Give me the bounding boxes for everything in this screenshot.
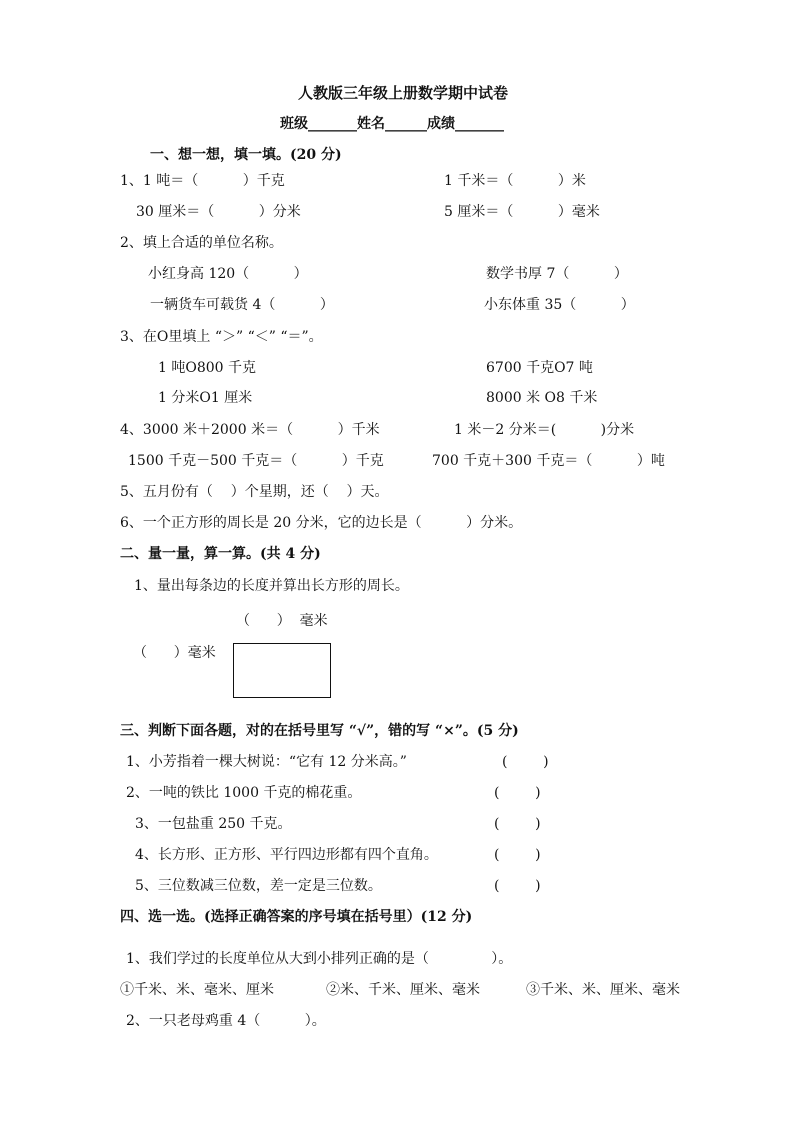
section-2-heading: 二、量一量，算一算。(共 4 分) [120,546,321,562]
question-1b: 1 千米＝（ ）米 [444,173,586,189]
judge-item-4: 4、长方形、正方形、平行四边形都有四个直角。 [135,847,438,863]
question-5: 5、五月份有（ ）个星期，还（ ）天。 [120,484,389,500]
judge-item-1-blank: ( ) [502,754,549,770]
judge-item-3-blank: ( ) [494,816,541,832]
section-3-heading: 三、判断下面各题，对的在括号里写 “√”，错的写 “×”。(5 分) [120,723,519,739]
choice-question-1: 1、我们学过的长度单位从大到小排列正确的是（ ）。 [126,951,513,967]
choice-option-1: ①千米、米、毫米、厘米 [120,982,274,998]
judge-item-5-blank: ( ) [494,878,541,894]
choice-option-3: ③千米、米、厘米、毫米 [526,982,680,998]
rectangle-left-label: （ ）毫米 [133,645,216,661]
question-2: 2、填上合适的单位名称。 [120,235,283,251]
choice-question-2: 2、一只老母鸡重 4（ ）。 [126,1013,326,1029]
question-4a: 4、3000 米＋2000 米＝（ ）千米 [120,422,380,438]
student-info-line: 班级_______姓名______成绩_______ [280,116,504,132]
question-2a: 小红身高 120（ ） [148,266,308,282]
judge-item-2: 2、一吨的铁比 1000 千克的棉花重。 [126,785,362,801]
question-2b: 数学书厚 7（ ） [486,266,628,282]
question-1c: 30 厘米＝（ ）分米 [136,204,301,220]
page-title: 人教版三年级上册数学期中试卷 [298,84,509,102]
judge-item-2-blank: ( ) [494,785,541,801]
judge-item-1: 1、小芳指着一棵大树说：“它有 12 分米高。” [126,754,407,770]
question-4b: 1 米－2 分米＝( )分米 [454,422,635,438]
measure-rectangle [233,643,331,698]
section-1-heading: 一、想一想，填一填。(20 分) [150,147,342,163]
question-3d: 8000 米 O8 千米 [486,390,598,406]
judge-item-4-blank: ( ) [494,847,541,863]
question-6: 6、一个正方形的周长是 20 分米，它的边长是（ ）分米。 [120,515,523,531]
question-3b: 6700 千克O7 吨 [486,360,593,376]
question-2c: 一辆货车可载货 4（ ） [150,297,334,313]
question-3c: 1 分米O1 厘米 [158,390,253,406]
rectangle-top-label: （ ） 毫米 [236,613,328,629]
measure-question: 1、量出每条边的长度并算出长方形的周长。 [134,578,409,594]
question-4d: 700 千克＋300 千克＝（ ）吨 [432,453,665,469]
question-2d: 小东体重 35（ ） [484,297,635,313]
choice-option-2: ②米、千米、厘米、毫米 [326,982,480,998]
question-3: 3、在O里填上 “＞” “＜” “＝”。 [120,329,323,345]
question-4c: 1500 千克－500 千克＝（ ）千克 [128,453,384,469]
judge-item-5: 5、三位数减三位数，差一定是三位数。 [135,878,382,894]
question-1d: 5 厘米＝（ ）毫米 [444,204,600,220]
section-4-heading: 四、选一选。(选择正确答案的序号填在括号里）(12 分) [120,909,473,925]
judge-item-3: 3、一包盐重 250 千克。 [135,816,292,832]
question-3a: 1 吨O800 千克 [158,360,257,376]
question-1a: 1、1 吨＝（ ）千克 [120,173,285,189]
